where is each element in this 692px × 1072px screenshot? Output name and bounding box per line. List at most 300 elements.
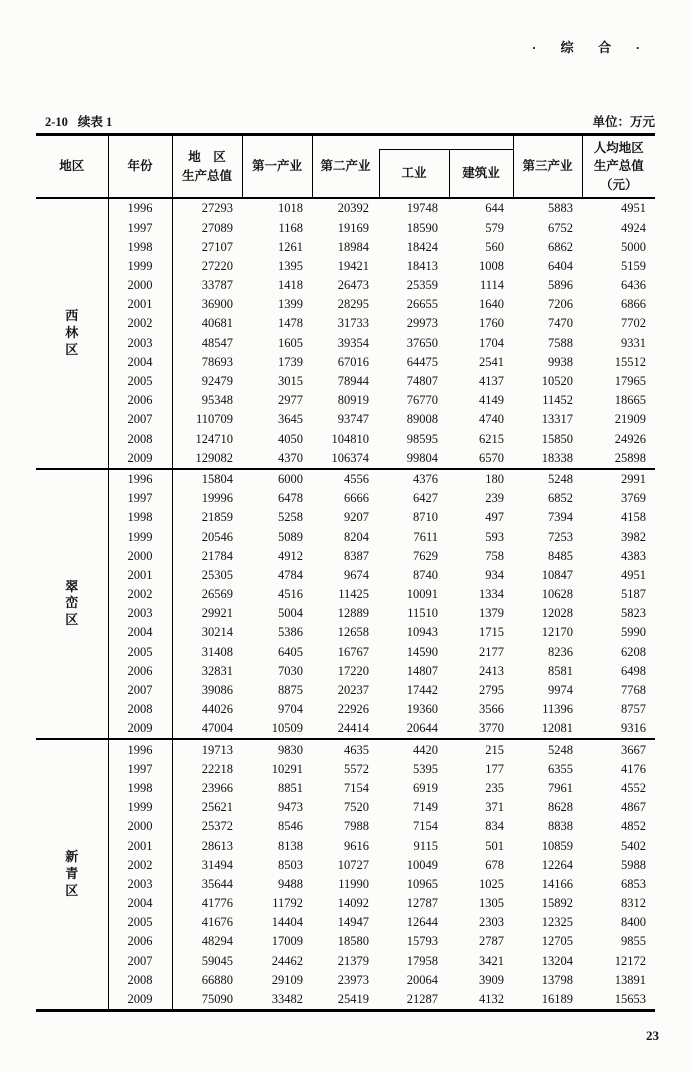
value-cell: 16767: [337, 644, 369, 659]
year-cell: 1996: [108, 739, 172, 759]
value-cell: 177: [485, 761, 505, 776]
value-cell: 7702: [621, 316, 647, 331]
value-cell: 21379: [337, 953, 369, 968]
value-cell: 10847: [541, 567, 574, 582]
value-cell: 5402: [621, 838, 647, 853]
table-row: [36, 585, 655, 604]
table-row: [36, 276, 655, 295]
value-cell: 12325: [541, 915, 574, 930]
value-cell: 1379: [479, 606, 505, 621]
value-cell: 678: [485, 857, 505, 872]
value-cell: 14404: [271, 915, 303, 930]
value-cell: 9115: [413, 838, 438, 853]
value-cell: 5000: [621, 239, 647, 254]
value-cell: 8138: [278, 838, 303, 853]
year-cell: 2007: [108, 951, 172, 970]
year-cell: 2000: [108, 817, 172, 836]
value-cell: 235: [485, 780, 505, 795]
year-cell: 2007: [108, 410, 172, 429]
value-cell: 5248: [548, 742, 574, 757]
value-cell: 75090: [201, 992, 233, 1007]
year-cell: 2008: [108, 429, 172, 448]
value-cell: 12172: [614, 953, 647, 968]
year-cell: 1996: [108, 469, 172, 489]
value-cell: 4867: [621, 800, 647, 815]
value-cell: 74807: [406, 374, 438, 389]
value-cell: 48547: [201, 335, 233, 350]
value-cell: 12644: [406, 915, 438, 930]
value-cell: 6852: [548, 491, 574, 506]
header-region: 地区: [36, 135, 108, 199]
value-cell: 5572: [344, 761, 369, 776]
table-row: [36, 855, 655, 874]
value-cell: 6570: [479, 450, 505, 465]
table-row: [36, 759, 655, 778]
value-cell: 6478: [278, 491, 303, 506]
value-cell: 2991: [621, 471, 647, 486]
value-cell: 9830: [278, 742, 303, 757]
value-cell: 17009: [271, 934, 303, 949]
value-cell: 1739: [278, 354, 303, 369]
value-cell: 6862: [548, 239, 574, 254]
header-construction: 建筑业: [449, 150, 513, 197]
value-cell: 25372: [201, 819, 233, 834]
year-cell: 2004: [108, 894, 172, 913]
value-cell: 78693: [201, 354, 233, 369]
table-row: [36, 817, 655, 836]
region-label: 新 青 区: [65, 849, 79, 898]
value-cell: 15804: [201, 471, 233, 486]
region-block-2: [36, 739, 655, 1010]
value-cell: 27107: [201, 239, 233, 254]
table-row: [36, 237, 655, 256]
value-cell: 39086: [201, 683, 233, 698]
value-cell: 31408: [201, 644, 233, 659]
value-cell: 593: [485, 529, 505, 544]
table-header: [36, 135, 655, 199]
value-cell: 11990: [338, 876, 369, 891]
table-row: [36, 508, 655, 527]
value-cell: 10049: [406, 857, 438, 872]
value-cell: 560: [485, 239, 505, 254]
header-per-capita-gdp: [582, 135, 655, 199]
year-cell: 1998: [108, 779, 172, 798]
table-meta-row: [45, 112, 655, 130]
value-cell: 834: [485, 819, 505, 834]
year-cell: 2001: [108, 566, 172, 585]
value-cell: 7961: [548, 780, 574, 795]
year-cell: 2001: [108, 836, 172, 855]
value-cell: 3982: [621, 529, 647, 544]
table-row: [36, 566, 655, 585]
value-cell: 6436: [621, 278, 647, 293]
value-cell: 4050: [278, 431, 303, 446]
value-cell: 25419: [337, 992, 369, 1007]
value-cell: 9616: [344, 838, 369, 853]
value-cell: 59045: [201, 953, 233, 968]
table-row: [36, 314, 655, 333]
value-cell: 371: [485, 800, 505, 815]
value-cell: 8838: [548, 819, 574, 834]
value-cell: 4137: [479, 374, 505, 389]
year-cell: 2005: [108, 372, 172, 391]
year-cell: 2005: [108, 913, 172, 932]
year-cell: 2008: [108, 971, 172, 990]
value-cell: 5004: [278, 606, 303, 621]
value-cell: 8581: [548, 663, 574, 678]
table-row: [36, 257, 655, 276]
value-cell: 13891: [614, 972, 647, 987]
table-row: [36, 489, 655, 508]
year-cell: 2005: [108, 642, 172, 661]
year-cell: 2003: [108, 333, 172, 352]
value-cell: 8204: [344, 529, 369, 544]
year-cell: 2007: [108, 681, 172, 700]
value-cell: 2303: [479, 915, 505, 930]
value-cell: 7394: [548, 510, 574, 525]
value-cell: 99804: [406, 450, 438, 465]
value-cell: 7611: [413, 529, 438, 544]
value-cell: 10628: [541, 587, 574, 602]
value-cell: 104810: [331, 431, 369, 446]
value-cell: 15892: [541, 896, 574, 911]
value-cell: 4370: [278, 450, 303, 465]
value-cell: 8485: [548, 548, 574, 563]
value-cell: 9704: [278, 702, 303, 717]
value-cell: 17442: [406, 683, 438, 698]
value-cell: 8312: [621, 896, 647, 911]
value-cell: 95348: [201, 393, 233, 408]
year-cell: 1997: [108, 759, 172, 778]
value-cell: 22926: [337, 702, 369, 717]
region-block-1: [36, 469, 655, 740]
value-cell: 6208: [621, 644, 647, 659]
table-row: [36, 990, 655, 1011]
year-cell: 2000: [108, 546, 172, 565]
value-cell: 1008: [479, 258, 505, 273]
value-cell: 47004: [201, 721, 233, 736]
value-cell: 15653: [614, 992, 647, 1007]
value-cell: 5883: [548, 201, 574, 216]
value-cell: 13204: [541, 953, 574, 968]
table-row: [36, 662, 655, 681]
value-cell: 1261: [278, 239, 303, 254]
table-row: [36, 333, 655, 352]
value-cell: 6427: [413, 491, 438, 506]
year-cell: 1999: [108, 257, 172, 276]
value-cell: 3769: [621, 491, 647, 506]
value-cell: 24462: [271, 953, 303, 968]
value-cell: 4951: [621, 567, 647, 582]
value-cell: 5896: [548, 278, 574, 293]
year-cell: 1999: [108, 527, 172, 546]
value-cell: 28295: [337, 297, 369, 312]
value-cell: 7520: [344, 800, 369, 815]
value-cell: 8503: [278, 857, 303, 872]
value-cell: 4552: [621, 780, 647, 795]
table-row: [36, 527, 655, 546]
value-cell: 18984: [337, 239, 369, 254]
value-cell: 29921: [201, 606, 233, 621]
table-row: [36, 448, 655, 468]
value-cell: 6498: [621, 663, 647, 678]
header-secondary-group: [312, 135, 513, 199]
value-cell: 14166: [541, 876, 574, 891]
value-cell: 1418: [278, 278, 303, 293]
value-cell: 501: [485, 838, 505, 853]
value-cell: 14092: [337, 896, 369, 911]
value-cell: 10859: [541, 838, 574, 853]
header-primary-industry: 第一产业: [242, 135, 312, 199]
value-cell: 1478: [278, 316, 303, 331]
value-cell: 4132: [479, 992, 505, 1007]
value-cell: 4176: [621, 761, 647, 776]
value-cell: 93747: [337, 412, 369, 427]
value-cell: 4784: [278, 567, 303, 582]
value-cell: 12028: [541, 606, 574, 621]
value-cell: 8400: [621, 915, 647, 930]
value-cell: 6866: [621, 297, 647, 312]
value-cell: 26473: [337, 278, 369, 293]
value-cell: 20546: [201, 529, 233, 544]
value-cell: 13317: [541, 412, 574, 427]
value-cell: 12081: [541, 721, 574, 736]
year-cell: 2009: [108, 448, 172, 468]
year-cell: 2000: [108, 276, 172, 295]
value-cell: 10509: [271, 721, 303, 736]
value-cell: 27220: [201, 258, 233, 273]
region-block-0: [36, 198, 655, 469]
table-row: [36, 836, 655, 855]
value-cell: 4852: [621, 819, 647, 834]
year-cell: 1996: [108, 198, 172, 218]
value-cell: 15850: [541, 431, 574, 446]
page-number: 23: [646, 1028, 659, 1043]
value-cell: 11396: [542, 702, 574, 717]
table-row: [36, 353, 655, 372]
value-cell: 10291: [271, 761, 303, 776]
value-cell: 12705: [541, 934, 574, 949]
value-cell: 25621: [201, 800, 233, 815]
value-cell: 6215: [479, 431, 505, 446]
value-cell: 18580: [337, 934, 369, 949]
value-cell: 17220: [337, 663, 369, 678]
value-cell: 8757: [621, 702, 647, 717]
value-cell: 5089: [278, 529, 303, 544]
value-cell: 7149: [413, 800, 438, 815]
value-cell: 6666: [344, 491, 369, 506]
value-cell: 17958: [406, 953, 438, 968]
value-cell: 11425: [338, 587, 369, 602]
value-cell: 67016: [337, 354, 369, 369]
value-cell: 6853: [621, 876, 647, 891]
header-year: 年份: [108, 135, 172, 199]
table-row: [36, 798, 655, 817]
value-cell: 9674: [344, 567, 369, 582]
header-gdp-line2: 生产总值: [181, 168, 232, 183]
header-gdp: [172, 135, 242, 199]
value-cell: 6000: [278, 471, 303, 486]
table-title: [45, 112, 112, 130]
year-cell: 1997: [108, 489, 172, 508]
value-cell: 27293: [201, 201, 233, 216]
value-cell: 9316: [621, 721, 647, 736]
value-cell: 7154: [413, 819, 438, 834]
header-secondary-industry: 第二产业: [320, 159, 371, 174]
value-cell: 129082: [195, 450, 233, 465]
value-cell: 19360: [406, 702, 438, 717]
year-cell: 2004: [108, 623, 172, 642]
value-cell: 3645: [278, 412, 303, 427]
value-cell: 497: [485, 510, 505, 525]
header-secondary-sub-box: [379, 149, 513, 197]
value-cell: 9938: [548, 354, 574, 369]
value-cell: 9331: [621, 335, 647, 350]
table-row: [36, 779, 655, 798]
table-row: [36, 894, 655, 913]
value-cell: 89008: [406, 412, 438, 427]
table-row: [36, 681, 655, 700]
value-cell: 4383: [621, 548, 647, 563]
value-cell: 6404: [548, 258, 574, 273]
value-cell: 1399: [278, 297, 303, 312]
value-cell: 4635: [344, 742, 369, 757]
value-cell: 15512: [614, 354, 647, 369]
value-cell: 1704: [479, 335, 505, 350]
value-cell: 39354: [337, 335, 369, 350]
header-per-capita-line2: 生产总值: [593, 159, 644, 174]
table-row: [36, 932, 655, 951]
value-cell: 7768: [621, 683, 647, 698]
year-cell: 2004: [108, 353, 172, 372]
value-cell: 2795: [479, 683, 505, 698]
value-cell: 3770: [479, 721, 505, 736]
value-cell: 7206: [548, 297, 574, 312]
value-cell: 19996: [201, 491, 233, 506]
value-cell: 27089: [201, 220, 233, 235]
value-cell: 9473: [278, 800, 303, 815]
value-cell: 11510: [407, 606, 438, 621]
value-cell: 2541: [479, 354, 505, 369]
year-cell: 2008: [108, 700, 172, 719]
value-cell: 7988: [344, 819, 369, 834]
value-cell: 3667: [621, 742, 647, 757]
value-cell: 26655: [406, 297, 438, 312]
value-cell: 18590: [406, 220, 438, 235]
value-cell: 7470: [548, 316, 574, 331]
value-cell: 5386: [278, 625, 303, 640]
region-label: 翠 峦 区: [65, 578, 79, 628]
value-cell: 1640: [479, 297, 505, 312]
value-cell: 106374: [331, 450, 369, 465]
table-row: [36, 295, 655, 314]
value-cell: 1395: [278, 258, 303, 273]
table-row: [36, 391, 655, 410]
value-cell: 20237: [337, 683, 369, 698]
value-cell: 66880: [201, 972, 233, 987]
value-cell: 5159: [621, 258, 647, 273]
value-cell: 8740: [413, 567, 438, 582]
header-gdp-line1: 地 区: [188, 150, 226, 165]
table-continuation-label: 续表 1: [77, 115, 113, 129]
value-cell: 8710: [413, 510, 438, 525]
value-cell: 23973: [337, 972, 369, 987]
value-cell: 8387: [344, 548, 369, 563]
value-cell: 16189: [541, 992, 574, 1007]
value-cell: 10965: [406, 876, 438, 891]
value-cell: 1334: [479, 587, 505, 602]
value-cell: 20392: [337, 201, 369, 216]
value-cell: 124710: [195, 431, 233, 446]
value-cell: 31494: [201, 857, 233, 872]
table-row: [36, 372, 655, 391]
value-cell: 26569: [201, 587, 233, 602]
statistics-table: [36, 133, 655, 1012]
value-cell: 11452: [542, 393, 574, 408]
year-cell: 1998: [108, 237, 172, 256]
table-row: [36, 198, 655, 218]
value-cell: 1114: [479, 278, 505, 293]
value-cell: 6752: [548, 220, 574, 235]
value-cell: 5988: [621, 857, 647, 872]
value-cell: 78944: [337, 374, 369, 389]
value-cell: 8546: [278, 819, 303, 834]
value-cell: 5258: [278, 510, 303, 525]
value-cell: 21784: [201, 548, 233, 563]
value-cell: 8875: [278, 683, 303, 698]
value-cell: 8628: [548, 800, 574, 815]
year-cell: 1999: [108, 798, 172, 817]
value-cell: 32831: [201, 663, 233, 678]
year-cell: 2002: [108, 585, 172, 604]
value-cell: 41676: [201, 915, 233, 930]
value-cell: 15793: [406, 934, 438, 949]
year-cell: 2006: [108, 662, 172, 681]
value-cell: 48294: [201, 934, 233, 949]
value-cell: 30214: [201, 625, 233, 640]
value-cell: 4149: [479, 393, 505, 408]
value-cell: 758: [485, 548, 505, 563]
header-per-capita-line3: （元）: [600, 177, 638, 192]
table-code: 2-10: [45, 115, 68, 129]
value-cell: 20064: [406, 972, 438, 987]
year-cell: 2002: [108, 855, 172, 874]
value-cell: 17965: [614, 374, 647, 389]
value-cell: 3421: [479, 953, 505, 968]
value-cell: 8236: [548, 644, 574, 659]
value-cell: 6355: [548, 761, 574, 776]
year-cell: 2009: [108, 990, 172, 1011]
value-cell: 579: [485, 220, 505, 235]
value-cell: 1605: [278, 335, 303, 350]
value-cell: 2413: [479, 663, 505, 678]
value-cell: 5395: [413, 761, 438, 776]
value-cell: 934: [485, 567, 505, 582]
value-cell: 5990: [621, 625, 647, 640]
value-cell: 25359: [406, 278, 438, 293]
header-industry: 工业: [401, 166, 427, 181]
value-cell: 22218: [201, 761, 233, 776]
table-row: [36, 971, 655, 990]
year-cell: 2001: [108, 295, 172, 314]
year-cell: 1998: [108, 508, 172, 527]
value-cell: 37650: [406, 335, 438, 350]
value-cell: 18665: [614, 393, 647, 408]
value-cell: 29109: [271, 972, 303, 987]
value-cell: 1168: [278, 220, 303, 235]
value-cell: 110709: [195, 412, 233, 427]
value-cell: 10943: [406, 625, 438, 640]
